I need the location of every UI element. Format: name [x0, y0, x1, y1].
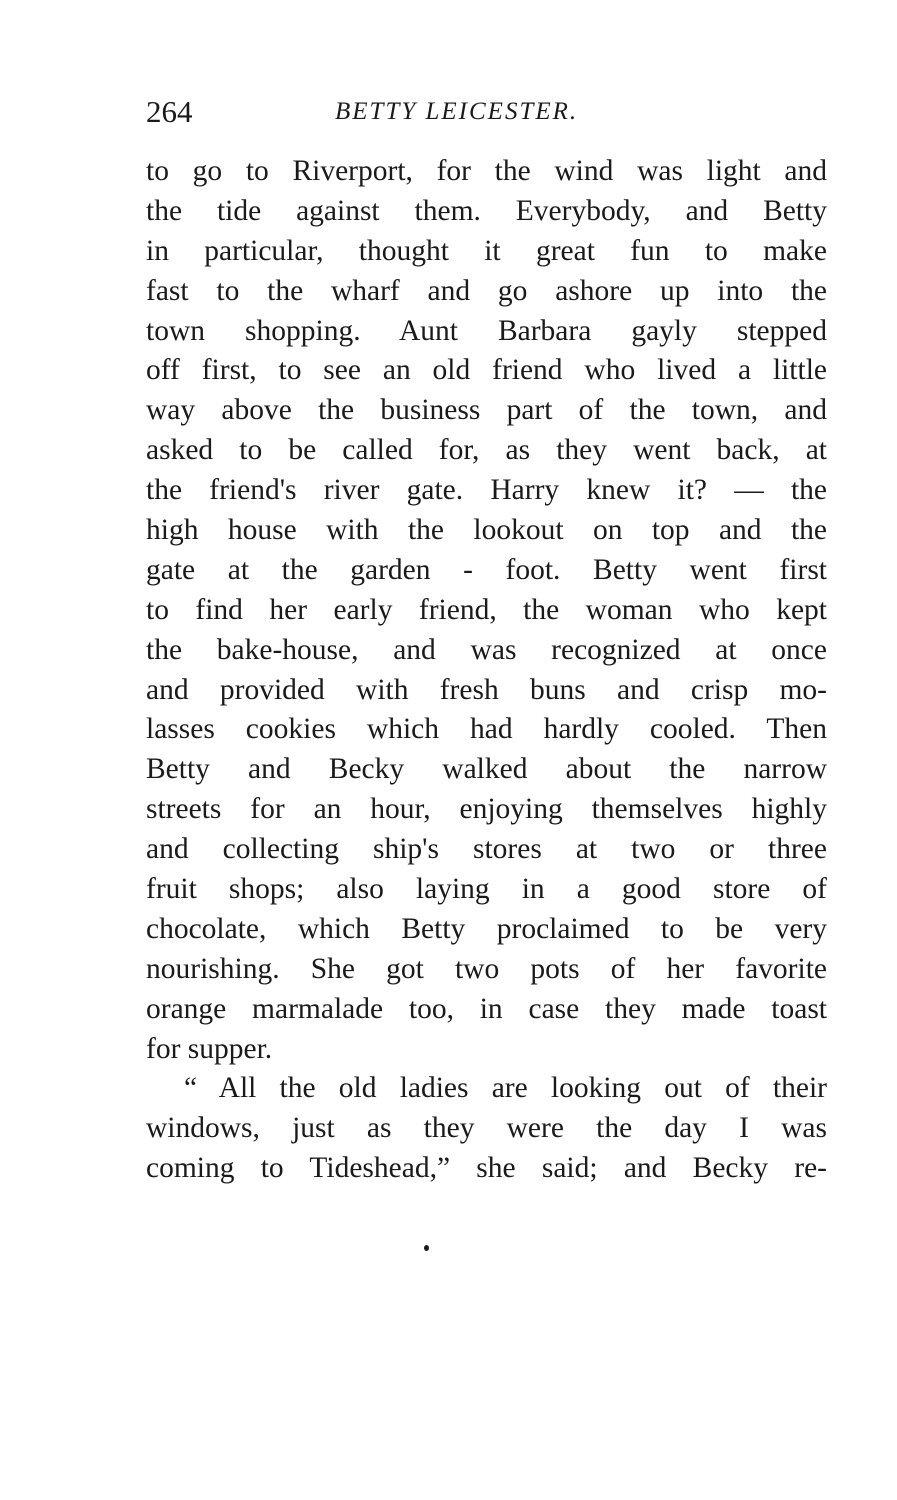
- text-line: Betty and Becky walked about the narrow: [146, 753, 827, 786]
- text-line: high house with the lookout on top and the: [146, 514, 827, 547]
- text-line: asked to be called for, as they went back, at: [146, 434, 827, 467]
- text-line: the bake-house, and was recognized at once: [146, 633, 827, 666]
- text-line: to find her early friend, the woman who kept: [146, 593, 827, 626]
- text-line: the tide against them. Everybody, and Betty: [146, 194, 827, 227]
- text-line: and provided with fresh buns and crisp mo-: [146, 673, 827, 706]
- text-line: the friend's river gate. Harry knew it? — the: [146, 474, 827, 507]
- text-line: orange marmalade too, in case they made toast: [146, 992, 827, 1025]
- text-line: and collecting ship's stores at two or three: [146, 833, 827, 866]
- text-line: way above the business part of the town, and: [146, 394, 827, 427]
- text-line: gate at the garden - foot. Betty went first: [146, 553, 827, 586]
- running-title: BETTY LEICESTER.: [335, 98, 579, 125]
- running-head: [146, 92, 826, 132]
- text-line: nourishing. She got two pots of her favorite: [146, 952, 827, 985]
- paragraph-end-line: for supper.: [146, 1032, 273, 1065]
- text-line: town shopping. Aunt Barbara gayly stepped: [146, 314, 827, 347]
- text-line: fruit shops; also laying in a good store of: [146, 873, 827, 906]
- ink-speck: [424, 1245, 429, 1251]
- text-line: streets for an hour, enjoying themselves highly: [146, 793, 827, 826]
- page-number: 264: [146, 94, 193, 129]
- text-line: windows, just as they were the day I was: [146, 1112, 827, 1145]
- text-line: coming to Tideshead,” she said; and Becky re-: [146, 1152, 827, 1185]
- text-line: fast to the wharf and go ashore up into the: [146, 274, 827, 307]
- text-line: off first, to see an old friend who lived a little: [146, 354, 827, 387]
- text-line: chocolate, which Betty proclaimed to be very: [146, 912, 827, 945]
- text-line: in particular, thought it great fun to make: [146, 234, 827, 267]
- body-text: [146, 152, 827, 1189]
- text-line: lasses cookies which had hardly cooled. Then: [146, 713, 827, 746]
- paragraph-start-line: “ All the old ladies are looking out of their: [184, 1072, 827, 1105]
- text-line: to go to Riverport, for the wind was light and: [146, 155, 827, 187]
